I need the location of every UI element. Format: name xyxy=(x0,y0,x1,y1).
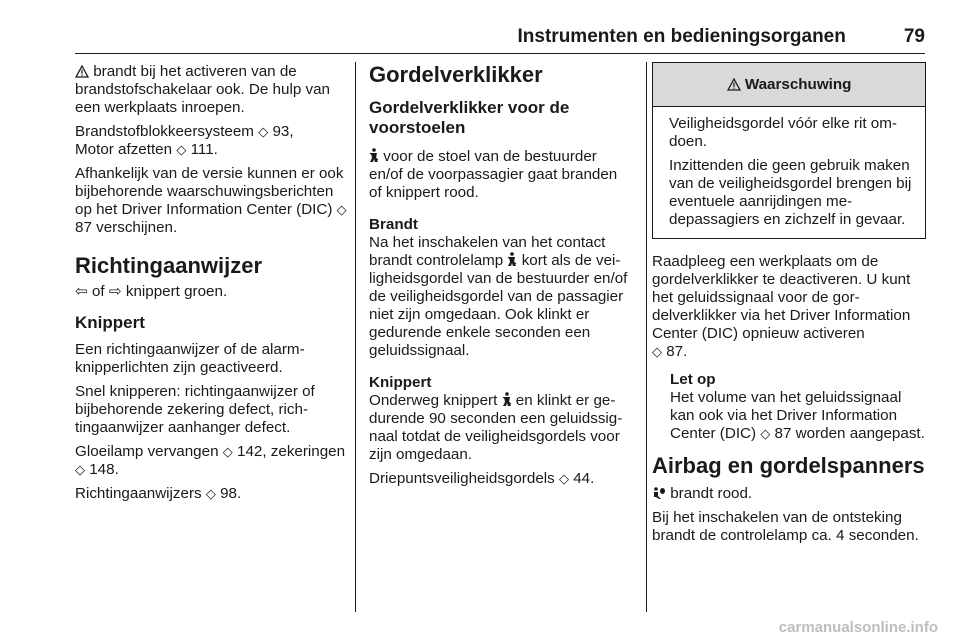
column-left xyxy=(75,62,347,509)
paragraph: brandt bij het activeren van de brandstofschakelaar ook. De hulp van een werkplaats inroepen. xyxy=(75,63,330,116)
paragraph: Gloeilamp vervangen ◇ 142, zekeringen ◇ 148. xyxy=(75,443,346,478)
paragraph: Snel knipperen: richtingaanwijzer of bijbehorende zekering defect, richtingaanwijzer aanhanger defect. xyxy=(75,383,315,436)
seatbelt-icon xyxy=(369,148,383,165)
paragraph: Inzittenden die geen gebruik maken van de veiligheidsgordel brengen bij eventuele aanrijdingen medepassagiers en zichzelf in gevaar. xyxy=(669,157,912,228)
note-block xyxy=(652,371,926,443)
paragraph: Een richtingaanwijzer of de alarmknipperlichten zijn geactiveerd. xyxy=(75,341,305,376)
column-middle xyxy=(369,62,633,494)
seatbelt-icon xyxy=(507,252,521,269)
paragraph: Bij het inschakelen van de ontsteking brandt de controlelamp ca. 4 seconden. xyxy=(652,509,919,544)
paragraph: Driepuntsveiligheidsgordels ◇ 44. xyxy=(369,470,595,487)
warning-title: Waarschuwing xyxy=(744,76,852,93)
column-divider xyxy=(355,62,356,612)
subsection-heading: Brandt xyxy=(369,216,418,233)
page-ref-icon: ◇ xyxy=(75,462,85,477)
warning-body xyxy=(653,107,925,238)
turn-signal-left-icon: ⇦ xyxy=(75,283,88,300)
section-heading: Gordelverklikker xyxy=(369,62,543,87)
paragraph: ⇦ of ⇨ knippert groen. xyxy=(75,283,228,300)
paragraph: brandt rood. xyxy=(652,485,926,503)
turn-signal-right-icon: ⇨ xyxy=(108,283,122,300)
watermark-text: carmanualsonline.info xyxy=(778,619,938,636)
paragraph: Richtingaanwijzers ◇ 98. xyxy=(75,485,242,502)
page-ref-icon: ◇ xyxy=(176,142,187,157)
seatbelt-icon xyxy=(502,392,516,409)
page-ref-icon: ◇ xyxy=(222,444,233,459)
paragraph: Veiligheidsgordel vóór elke rit omdoen. xyxy=(669,115,897,150)
column-divider xyxy=(646,62,647,612)
page-ref-icon: ◇ xyxy=(336,202,347,217)
subsection-heading: Knippert xyxy=(369,374,432,391)
airbag-icon xyxy=(652,485,670,502)
section-heading: Airbag en gordelspanners xyxy=(652,453,925,478)
paragraph: Onderweg knippert en klinkt er gedurende 90 seconden een geluidssignaal totdat de veiligheidsgordels voor zijn omgedaan. xyxy=(369,392,623,463)
section-heading: Richtingaanwijzer xyxy=(75,253,263,278)
chapter-title: Instrumenten en bedieningsorganen xyxy=(517,26,846,47)
page-header xyxy=(75,26,925,48)
note-title: Let op xyxy=(670,371,716,388)
subsection-heading: Gordelverklikker voor de voorstoelen xyxy=(369,98,570,137)
page-ref-icon: ◇ xyxy=(258,124,269,139)
paragraph: voor de stoel van de bestuurder en/of de voorpassagier gaat branden of knippert rood. xyxy=(369,148,618,201)
paragraph: Raadpleeg een werkplaats om de gordelverklikker te deactiveren. U kunt het geluidssignaal voor de gordelverklikker via het Driver Information Center (DIC) opnieuw activeren ◇ 87. xyxy=(652,253,911,360)
page-ref-icon: ◇ xyxy=(205,486,216,501)
warning-header xyxy=(653,63,925,107)
paragraph: Brandstofblokkeersysteem ◇ 93, Motor afzetten ◇ 111. xyxy=(75,123,294,158)
page-ref-icon: ◇ xyxy=(558,471,569,486)
subsection-heading: Knippert xyxy=(75,313,145,332)
paragraph: Afhankelijk van de versie kunnen er ook bijbehorende waarschuwingsberichten op het Driver Information Center (DIC) ◇ 87 verschijnen. xyxy=(75,165,347,236)
warning-triangle-icon xyxy=(727,76,745,93)
warning-box xyxy=(652,62,926,239)
page-ref-icon: ◇ xyxy=(760,426,771,441)
page-number: 79 xyxy=(903,26,925,47)
note-text: Het volume van het geluidssignaal kan ook via het Driver Information Center (DIC) ◇ 87 worden aangepast. xyxy=(670,389,925,442)
paragraph: Na het inschakelen van het contact brandt controlelamp kort als de veiligheidsgordel van de bestuurder en/of de veiligheidsgordel van de passagier niet zijn omgedaan. Ook klinkt er gedurende enkele seconden een geluidssignaal. xyxy=(369,234,628,359)
column-right xyxy=(652,62,926,551)
page-ref-icon: ◇ xyxy=(652,344,662,359)
warning-triangle-icon xyxy=(75,62,89,80)
header-rule xyxy=(75,53,925,54)
